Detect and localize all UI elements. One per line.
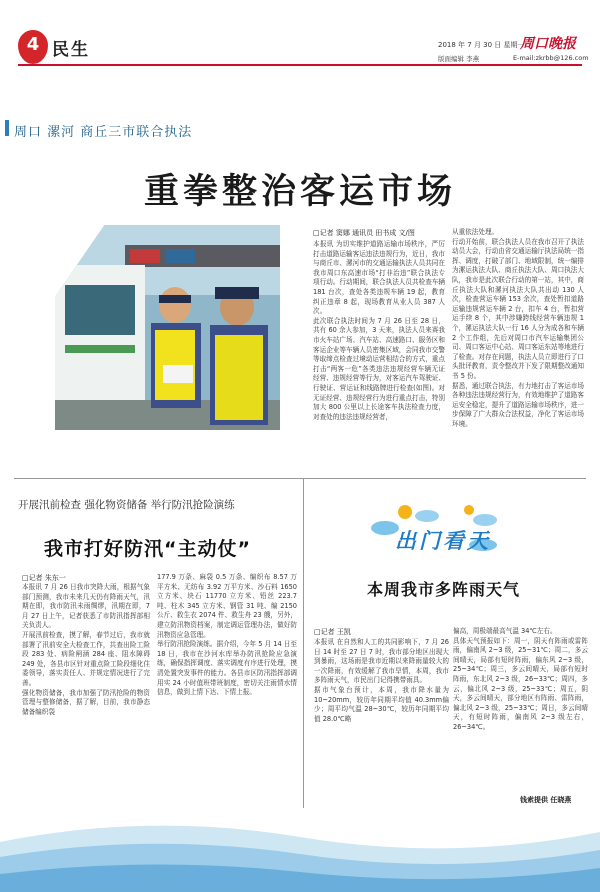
article2-paragraph: 本报讯 7 月 26 日我市突降大雨，根据气象部门预测，我市未来几天仍有降雨天气，汛期在即，我市防汛未雨绸缪，汛期在即，7 月 27 日上午，记者获悉了市防汛指挥部相关负责人。 xyxy=(22,583,150,630)
article2-byline: □记者 朱东一 xyxy=(22,574,66,582)
article2-paragraph: 强化物资储备，我市加强了防汛抢险的物资管理与整修储备，据了解，目前，我市静态储备编织袋 xyxy=(22,688,150,716)
section-title: 民生 xyxy=(52,40,90,60)
article1-kicker: 周口 漯河 商丘三市联合执法 xyxy=(14,125,193,140)
header-rule xyxy=(18,64,582,66)
article3-paragraph: 据市气象台预计，本周，我市降水量为 10~20mm，较历年同期平均值 40.3mm偏少；周平均气温 28~30℃，较历年同期平均值 28.0℃略 xyxy=(314,685,449,723)
section-divider-vertical xyxy=(303,478,304,808)
article1-paragraph: 据悉，通过联合执法，有力地打击了客运市场各种违法违规经营行为，有效地维护了道路客运安全稳定，提升了道路运输市场秩序，进一步保障了广大群众合法权益，净化了客运市场环境。 xyxy=(452,381,584,428)
article2-column-2 xyxy=(157,573,297,808)
article3-headline: 本周我市多阵雨天气 xyxy=(367,580,521,599)
article1-column-1 xyxy=(313,240,445,502)
article3-column-1 xyxy=(314,638,449,804)
article3-paragraph: 本报讯 在自然和人工的共同影响下，7 月 26 日 14 时至 27 日 7 时，我市部分地区出现大到暴雨，这场雨是我市近期以来降雨量较大的一次降雨，有效缓解了我市旱情，本周，我市多阵雨天气，市民出门记得携带雨具。 xyxy=(314,638,449,685)
article3-paragraph: 具体天气预报如下：周一，阴天有阵雨或雷阵雨，偏南风 2~3 级，25~31℃；周二，多云间晴天，局部有短时阵雨，偏东风 2~3 级，25~34℃；周三，多云间晴天，局部有短时阵雨，东北风 2~3 级，26~33℃；周四，多云，偏北风 2~3 级，25~33℃；周五，阴天，多云间晴天，部分地区有阵雨、雷阵雨，偏北风 2~3 级，25~33℃；周日，多云间晴天，有短时阵雨，偏南风 2~3 级左右，26~34℃。 xyxy=(453,636,588,731)
article3-column-2 xyxy=(453,627,588,794)
article2-paragraph: 177.9 万条、麻袋 0.5 万条、编织布 8.57 万平方米、无纺布 3.92 万平方米、沙石料 1650 立方米、块石 11770 立方米、铅丝 223.7 吨、柱木 345 立方米、钢管 31 吨、编 2150 公斤、救生衣 2074 件、救生舟 23 艘，另外，建立防汛物资档案，制定调运管理办法，做好防汛物资应急管理。 xyxy=(157,573,297,639)
article1-paragraph: 此次联合执法时间为 7 月 26 日至 28 日，共有 60 余人参加，3 天来，执法人员来赛我市火车站广场、汽车站、高速路口、服务区和客运企业等车辆人员密集区域，会同我市交警等取缔点检查过境动运营相结合的方式，重点打击“两客一危”各类违法违规经营车辆无证经营、违规经营等行为，对客运汽车驾驶证、行驶证、营运证和线路牌进行检查(如图)。对无证经营、违规经营行为进行重点打击，特别加大 800 公里以上长途客车执法检查力度，对查处的违法违规经营者， xyxy=(313,316,445,421)
page-number-badge: 4 xyxy=(18,30,48,64)
officers-inspecting-bus-illustration xyxy=(55,225,280,430)
newspaper-logo: 周口晚报 xyxy=(520,36,576,52)
article2-kicker: 开展汛前检查 强化物资储备 举行防汛抢险演练 xyxy=(18,499,235,511)
article2-headline: 我市打好防汛“主动仗” xyxy=(44,538,251,560)
decorative-wave-footer xyxy=(0,812,600,892)
article1-byline: □记者 窦娜 通讯员 田书成 文/图 xyxy=(313,229,415,237)
article3-paragraph: 偏高，周极端最高气温 34℃左右。 xyxy=(453,627,557,635)
kicker-accent-bar xyxy=(5,120,9,136)
article1-paragraph: 行动开始前，联合执法人员在我市召开了执法动员大会，行动由省交通运输厅执法局统一指挥、调度，打破了部门、地域限制，统一编排为漯运执法大队、商丘执法大队、周口执法大队，我市是此次联合行动的第一站，其中，商丘执法大队和漯河执法大队共出动 130 人次，检查营运车辆 153 余次，查处暂扣道路运输违规营运车辆 2 台，扣车 4 台，暂扣营运手续 8 个，其中涉嫌跨线经营车辆违规 1 个，漯运执法大队一行 16 人分为成各和车辆 2 个工作组，先后对周口市汽车运输集团公司、周口客运中心站、周口客运东站等地进行了检查。对存在问题，执法人员立即进行了口头批评教育，责令整改并下发了限期整改通知书 5 份。 xyxy=(452,237,584,380)
article1-photo xyxy=(55,225,280,430)
editor-credit: 版面编辑 李燕 xyxy=(438,55,480,63)
issue-date: 2018 年 7 月 30 日 星期一 xyxy=(438,41,525,49)
section-divider-horizontal xyxy=(14,478,586,479)
article2-column-1 xyxy=(22,583,150,808)
article2-paragraph: 举行防汛抢险演练。据介绍，今年 5 月 14 日至 18 日，我市在沙河水库举办防汛抢险应急演练，确保指挥调度、落实调度有序进行处理，摸清处置突发事件的能力。各县市区防汛指挥部调用实 24 小时值班带班制度，密切关注雨情水情信息，做到上情下达、下情上报。 xyxy=(157,640,297,697)
weather-banner-title: 出门看天 xyxy=(395,528,491,553)
contact-email: E-mail:zkrbb@126.com xyxy=(513,54,589,62)
article1-paragraph: 本报讯 为切实维护道路运输市场秩序，严厉打击道路运输客运违法违规行为，近日，我市与商丘市、漯河市的交通运输执法人员共同在我市周口东高速市场“打非治违”联合执法专项行动。行动期间，联合执法人员共检查车辆 181 台次，查处各类违规车辆 19 起，教育纠正违章 8 起，现场教育从业人员 387 人次。 xyxy=(313,240,445,316)
article3-credit: 钱索提供 任晓燕 xyxy=(520,796,572,804)
article1-column-2 xyxy=(452,228,584,502)
article2-paragraph: 开展汛前检查，摸了解，春节过后，我市就部署了汛前安全大检查工作，共查出险工险段 283 处、病险闸涵 284 座、阻水障碍 249 处，各县市区针对重点险工险段细化住委领导，落实责任人、并规定情况进行了完善。 xyxy=(22,630,150,687)
article1-paragraph: 从重依法处理。 xyxy=(452,228,499,236)
article1-headline: 重拳整治客运市场 xyxy=(143,171,456,212)
article3-byline: □记者 王凯 xyxy=(314,628,351,636)
